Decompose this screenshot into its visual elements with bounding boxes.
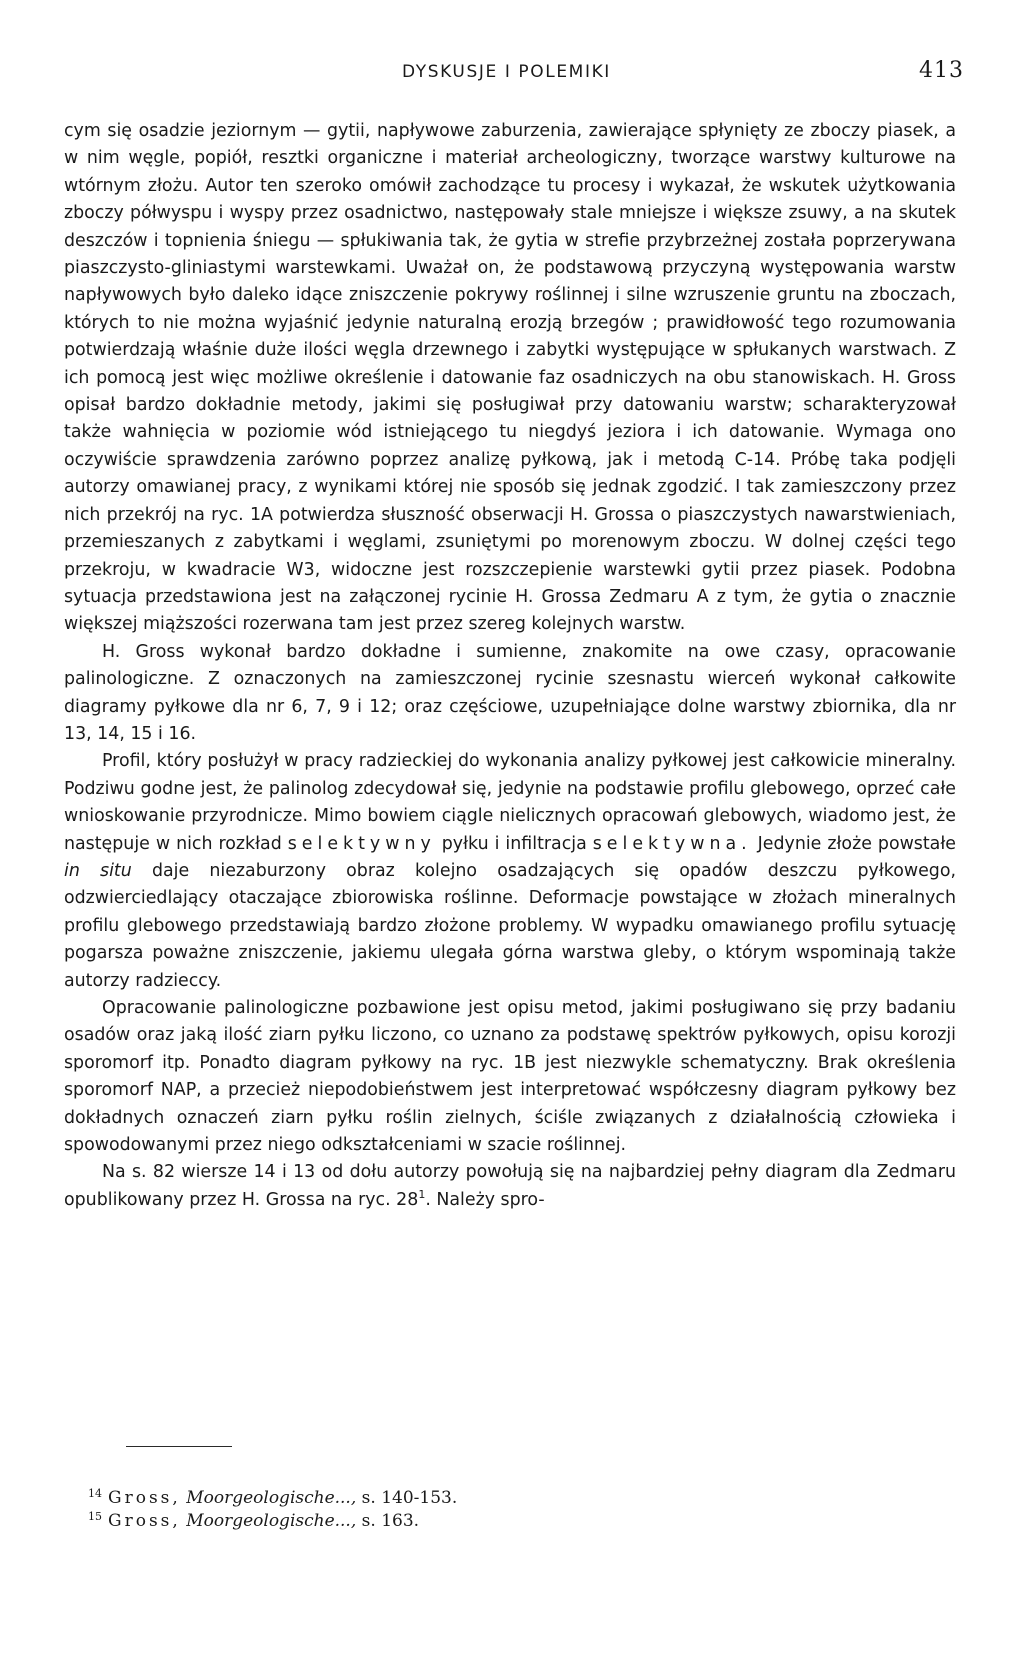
emphasis-selektywna: selektywna. — [592, 833, 752, 854]
footnote-reference[interactable]: 1 — [418, 1187, 426, 1201]
italic-in-situ: in situ — [64, 860, 132, 881]
footnote-title: Moorgeologische..., — [186, 1488, 357, 1508]
paragraph-5-text-a: Na s. 82 wiersze 14 i 13 od dołu autorzy powołują się na najbardziej pełny diagram dla Zedmaru opublikowany przez H. Grossa na ryc. 28 — [64, 1162, 956, 1210]
footnote-number: 14 — [88, 1487, 102, 1500]
paragraph-3 — [64, 748, 956, 995]
page-number: 413 — [919, 58, 964, 83]
footnote-title: Moorgeologische..., — [186, 1511, 357, 1531]
paragraph-5 — [64, 1159, 956, 1214]
footnote-divider — [126, 1446, 232, 1447]
paragraph-4: Opracowanie palinologiczne pozbawione jest opisu metod, jakimi posługiwano się przy badaniu osadów oraz jaką ilość ziarn pyłku liczono, co uznano za podstawę spektrów pyłkowych, opisu korozji sporomorf itp. Ponadto diagram pyłkowy na ryc. 1B jest niezwykle schematyczny. Brak określenia sporomorf NAP, a przecież niepodobieństwem jest interpretować współczesny diagram pyłkowy bez dokładnych oznaczeń ziarn pyłku roślin zielnych, ściśle związanych z działalnością człowieka i spowodowanymi przez niego odkształceniami w szacie roślinnej. — [64, 998, 956, 1156]
paragraph-3-text-a: Profil, który posłużył w pracy radzieckiej do wykonania analizy pyłkowej jest całkowicie mineralny. Podziwu godne jest, że palinolog zdecydował się, jedynie na podstawie profilu glebowego, oprzeć całe wnioskowanie przyrodnicze. Mimo bowiem ciągle nielicznych opracowań glebowych, wiadomo jest, że następuje w nich rozkład — [64, 751, 956, 854]
footnote-author: Gross, — [108, 1511, 181, 1531]
footnote-item — [88, 1510, 908, 1533]
paragraph-2: H. Gross wykonał bardzo dokładne i sumienne, znakomite na owe czasy, opracowanie palinologiczne. Z oznaczonych na zamieszczonej rycinie szesnastu wierceń wykonał całkowite diagramy pyłkowe dla nr 6, 7, 9 i 12; oraz częściowe, uzupełniające dolne warstwy zbiornika, dla nr 13, 14, 15 i 16. — [64, 641, 956, 744]
footnotes — [88, 1487, 908, 1533]
paragraph-5-text-b: . Należy spro- — [425, 1189, 545, 1210]
page-header — [66, 58, 964, 88]
paragraph-3-text-b: pyłku i infiltracja — [441, 833, 587, 854]
footnote-item — [88, 1487, 908, 1510]
footnote-pages: s. 140-153. — [361, 1488, 458, 1508]
emphasis-selektywny: selektywny — [287, 833, 436, 854]
body-text — [64, 118, 956, 1214]
footnote-pages: s. 163. — [361, 1511, 420, 1531]
paragraph-3-text-c: Jedynie złoże powstałe — [757, 833, 956, 854]
footnote-author: Gross, — [108, 1488, 181, 1508]
paragraph-3-text-d: daje niezaburzony obraz kolejno osadzających się opadów deszczu pyłkowego, odzwierciedlający otaczające zbiorowiska roślinne. Deformacje powstające w złożach mineralnych profilu glebowego przedstawiają bardzo złożone problemy. W wypadku omawianego profilu sytuację pogarsza poważne zniszczenie, jakiemu ulegała górna warstwa gleby, o którym wspominają także autorzy radzieccy. — [64, 860, 956, 991]
running-head: DYSKUSJE I POLEMIKI — [402, 62, 611, 82]
footnote-number: 15 — [88, 1510, 102, 1523]
paragraph-1: cym się osadzie jeziornym — gytii, napływowe zaburzenia, zawierające spłynięty ze zboczy piasek, a w nim węgle, popiół, resztki organiczne i materiał archeologiczny, tworzące warstwy kulturowe na wtórnym złożu. Autor ten szeroko omówił zachodzące tu procesy i wykazał, że wskutek użytkowania zboczy półwyspu i wyspy przez osadnictwo, następowały stale mniejsze i większe zsuwy, a na skutek deszczów i topnienia śniegu — spłukiwania tak, że gytia w strefie przybrzeżnej została poprzerywana piaszczysto-gliniastymi warstewkami. Uważał on, że podstawową przyczyną występowania warstw napływowych było daleko idące zniszczenie pokrywy roślinnej i silne wzruszenie gruntu na zboczach, których to nie można wyjaśnić jedynie naturalną erozją brzegów ; prawidłowość tego rozumowania potwierdzają właśnie duże ilości węgla drzewnego i zabytki występujące w spłukanych warstwach. Z ich pomocą jest więc możliwe określenie i datowanie faz osadniczych na obu stanowiskach. H. Gross opisał bardzo dokładnie metody, jakimi się posługiwał przy datowaniu warstw; scharakteryzował także wahnięcia w poziomie wód istniejącego tu niegdyś jeziora i ich datowanie. Wymaga ono oczywiście sprawdzenia zarówno poprzez analizę pyłkową, jak i metodą C-14. Próbę taka podjęli autorzy omawianej pracy, z wynikami której nie sposób się jednak zgodzić. I tak zamieszczony przez nich przekrój na ryc. 1A potwierdza słuszność obserwacji H. Grossa o piaszczystych nawarstwieniach, przemieszanych z zabytkami i węglami, zsuniętymi po morenowym zboczu. W dolnej części tego przekroju, w kwadracie W3, widoczne jest rozszczepienie warstewki gytii przez piasek. Podobna sytuacja przedstawiona jest na załączonej rycinie H. Grossa Zedmaru A z tym, że gytia o znacznie większej miąższości rozerwana tam jest przez szereg kolejnych warstw. — [64, 121, 956, 635]
